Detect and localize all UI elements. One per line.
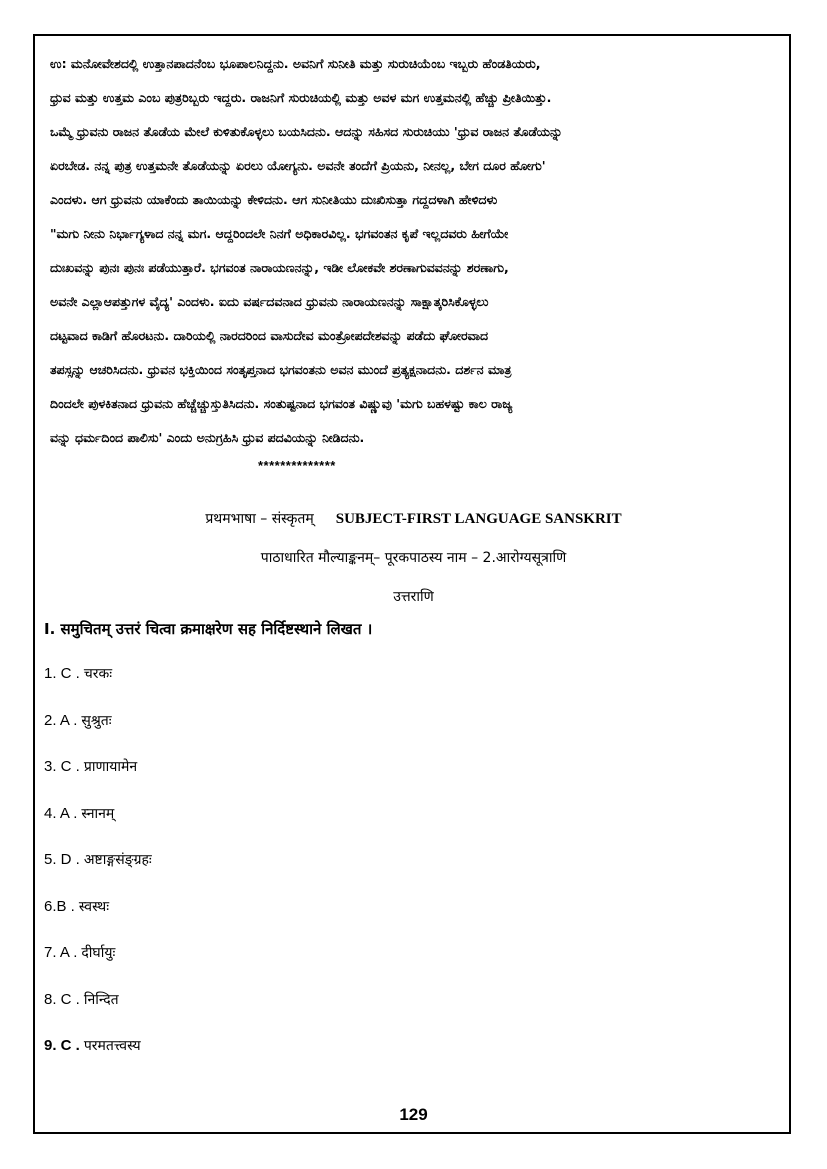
answers-heading: उत्तराणि — [393, 589, 434, 605]
answer-text: प्राणायामेन — [83, 759, 138, 775]
answer-text: सुश्रुतः — [81, 712, 112, 729]
answer-item — [44, 990, 152, 1037]
section-separator: ************** — [258, 458, 336, 473]
paragraph-line: ತಪಸ್ಸನ್ನು ಆಚರಿಸಿದನು. ಧ್ರುವನ ಭಕ್ತಿಯಿಂದ ಸಂತೃಪ್ತನಾದ ಭಗವಂತನು ಅವನ ಮುಂದೆ ಪ್ರತ್ಯಕ್ಷನಾದನು. ದರ್ಶನ ಮಾತ್ರ — [50, 362, 512, 377]
paragraph-line: ಒಮ್ಮೆ ಧ್ರುವನು ರಾಜನ ತೊಡೆಯ ಮೇಲೆ ಕುಳಿತುಕೊಳ್ಳಲು ಬಯಸಿದನು. ಆದನ್ನು ಸಹಿಸದ ಸುರುಚಿಯು 'ಧ್ರುವ ರಾಜನ ತೊಡೆಯನ್ನು — [50, 124, 563, 139]
paragraph-line: ವನ್ನು ಧರ್ಮದಿಂದ ಪಾಲಿಸು' ಎಂದು ಅನುಗ್ರಹಿಸಿ ಧ್ರುವ ಪದವಿಯನ್ನು ನೀಡಿದನು. — [50, 430, 365, 445]
paragraph-line: ದುಃಖವನ್ನು ಪುನಃ ಪುನಃ ಪಡೆಯುತ್ತಾರೆ. ಭಗವಂತ ನಾರಾಯಣನನ್ನು, ಇಡೀ ಲೋಕವೇ ಶರಣಾಗುವವನನ್ನು ಶರಣಾಗು, — [50, 260, 509, 275]
answer-option: 6.B . — [44, 897, 75, 915]
answer-option: 4. A . — [44, 804, 78, 822]
answer-item — [44, 1036, 152, 1083]
answer-option: 9. C . — [44, 1037, 80, 1054]
kannada-answer-paragraph — [50, 54, 770, 462]
exam-title: पाठाधारित मौल्याङ्कनम्– पूरकपाठस्य नाम – 2.आरोग्यसूत्राणि — [260, 550, 567, 566]
paragraph-line: ದಟ್ಟವಾದ ಕಾಡಿಗೆ ಹೊರಟನು. ದಾರಿಯಲ್ಲಿ ನಾರದರಿಂದ ವಾಸುದೇವ ಮಂತ್ರೋಪದೇಶವನ್ನು ಪಡೆದು ಘೋರವಾದ — [50, 328, 489, 343]
answer-list — [44, 664, 152, 1083]
paragraph-line: ಎಂದಳು. ಆಗ ಧ್ರುವನು ಯಾಕೆಂದು ತಾಯಿಯನ್ನು ಕೇಳಿದನು. ಆಗ ಸುನೀತಿಯು ದುಃಖಿಸುತ್ತಾ ಗದ್ದದಳಾಗಿ ಹೇಳಿದಳು — [50, 192, 498, 207]
answer-item — [44, 943, 152, 990]
answer-option: 3. C . — [44, 758, 80, 775]
paragraph-line: ಧ್ರುವ ಮತ್ತು ಉತ್ತಮ ಎಂಬ ಪುತ್ರರಿಬ್ಬರು ಇದ್ದರು. ರಾಜನಿಗೆ ಸುರುಚಿಯಲ್ಲಿ ಮತ್ತು ಅವಳ ಮಗ ಉತ್ತಮನಲ್ಲಿ ಹೆಚ್ಚು ಪ್ರೀತಿಯಿತ್ತು. — [50, 90, 552, 105]
answer-text: दीर्घायुः — [81, 945, 116, 961]
answer-option: 2. A . — [44, 711, 78, 729]
answer-text: अष्टाङ्गसंङ्ग्रहः — [83, 852, 152, 868]
paragraph-line: ಉ: ಮನೋವೇಶದಲ್ಲಿ ಉತ್ತಾನಪಾದನೆಂಬ ಭೂಪಾಲನಿದ್ದನು. ಅವನಿಗೆ ಸುನೀತಿ ಮತ್ತು ಸುರುಚಿಯೆಂಬ ಇಬ್ಬರು ಹೆಂಡತಿಯರು, — [50, 56, 541, 71]
paragraph-line: "ಮಗು ನೀನು ನಿರ್ಭಾಗ್ಯಳಾದ ನನ್ನ ಮಗ. ಆದ್ದರಿಂದಲೇ ನಿನಗೆ ಅಧಿಕಾರವಿಲ್ಲ. ಭಗವಂತನ ಕೃಪೆ ಇಲ್ಲದವರು ಹೀಗೆಯೇ — [50, 226, 509, 241]
subject-english: SUBJECT-FIRST LANGUAGE SANSKRIT — [335, 511, 622, 527]
answer-option: 8. C . — [44, 990, 80, 1008]
answer-text: स्वस्थः — [78, 898, 110, 915]
answer-option: 7. A . — [44, 944, 78, 961]
answer-item — [44, 757, 152, 804]
paragraph-line: ಅವನೇ ಎಲ್ಲಾಆಪತ್ತುಗಳ ವೈದ್ಯ' ಎಂದಳು. ಐದು ವರ್ಷದವನಾದ ಧ್ರುವನು ನಾರಾಯಣನನ್ನು ಸಾಕ್ಷಾತ್ಕರಿಸಿಕೊಳ್ಳಲು — [50, 294, 489, 309]
question-instruction: I. समुचितम् उत्तरं चित्वा क्रमाक्षरेण सह निर्दिष्टस्थाने लिखत । — [44, 620, 373, 638]
answer-text: परमतत्त्वस्य — [83, 1038, 141, 1054]
answer-option: 5. D . — [44, 851, 80, 868]
paragraph-line: ಏರಬೇಡ. ನನ್ನ ಪುತ್ರ ಉತ್ತಮನೇ ತೊಡೆಯನ್ನು ಏರಲು ಯೋಗ್ಯನು. ಅವನೇ ತಂದೆಗೆ ಪ್ರಿಯನು, ನೀನಲ್ಲ, ಬೇಗ ದೂರ ಹೋಗು' — [50, 158, 546, 173]
answer-item — [44, 897, 152, 944]
answer-item — [44, 804, 152, 851]
subject-sanskrit: प्रथमभाषा – संस्कृतम् — [205, 511, 314, 527]
page-number: 129 — [399, 1105, 428, 1124]
answer-option: 1. C . — [44, 665, 80, 682]
answer-item — [44, 664, 152, 711]
paragraph-line: ದಿಂದಲೇ ಪುಳಕಿತನಾದ ಧ್ರುವನು ಹೆಚ್ಚೆಚ್ಚುಸ್ತುತಿಸಿದನು. ಸಂತುಷ್ಟನಾದ ಭಗವಂತ ವಿಷ್ಣುವು 'ಮಗು ಬಹಳಷ್ಟು ಕಾಲ ರಾಜ್ಯ — [50, 396, 513, 411]
answer-item — [44, 850, 152, 897]
answer-text: स्नानम् — [81, 805, 115, 822]
answer-text: चरकः — [83, 666, 113, 682]
answer-text: निन्दित — [83, 991, 119, 1008]
answer-item — [44, 711, 152, 758]
subject-heading — [0, 508, 827, 528]
